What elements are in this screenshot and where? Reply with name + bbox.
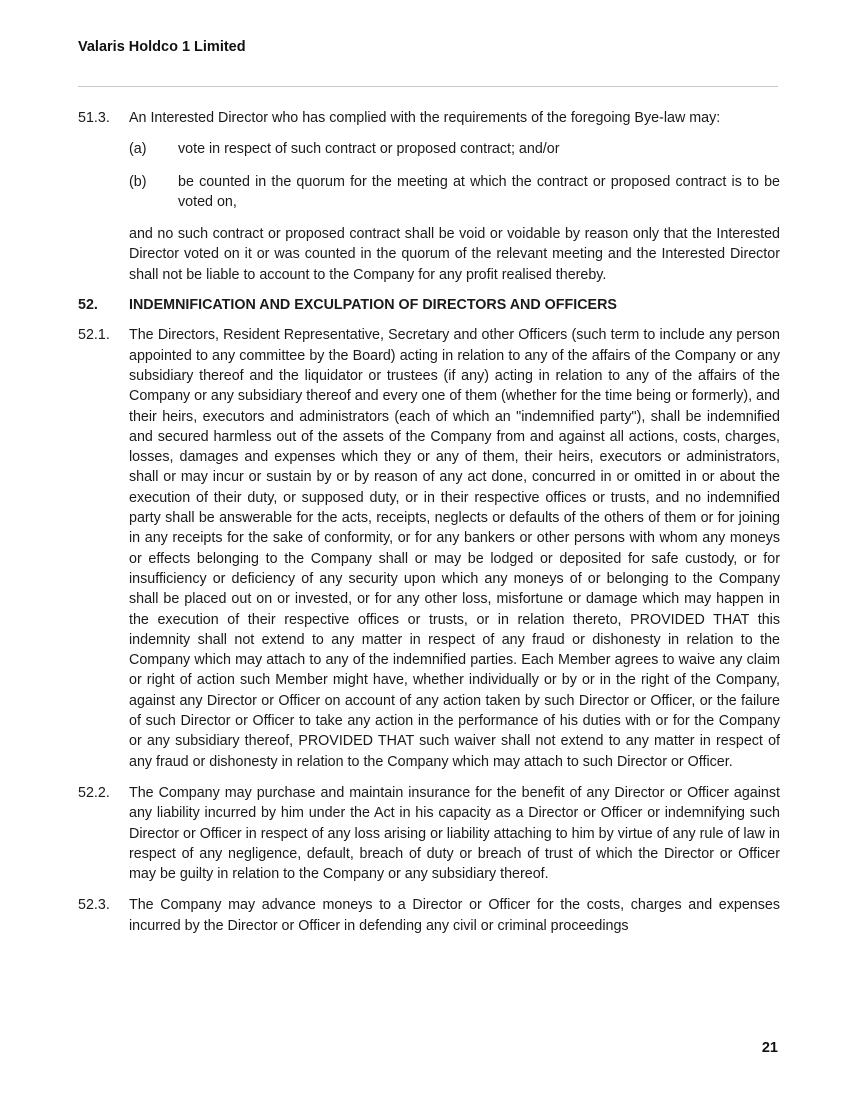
document-body <box>78 108 780 936</box>
clause-number: 51.3. <box>78 110 110 126</box>
item-text: be counted in the quorum for the meeting at which the contract or proposed contract is to be voted on, <box>178 173 780 210</box>
clause-51-3-item-a <box>78 139 780 159</box>
item-text: vote in respect of such contract or proposed contract; and/or <box>178 141 560 158</box>
item-letter: (b) <box>129 173 147 190</box>
clause-52-heading <box>78 295 780 315</box>
clause-52-3 <box>78 895 780 936</box>
section-heading: INDEMNIFICATION AND EXCULPATION OF DIRECTORS AND OFFICERS <box>129 297 617 314</box>
clause-51-3-continuation: and no such contract or proposed contract shall be void or voidable by reason only that the Interested Director voted on it or was counted in the quorum of the relevant meeting and the Interested Director shall not be liable to account to the Company for any profit realised thereby. <box>129 226 780 283</box>
clause-number: 52. <box>78 297 98 314</box>
clause-text: An Interested Director who has complied with the requirements of the foregoing Bye-law may: <box>129 110 721 126</box>
clause-text: The Company may advance moneys to a Director or Officer for the costs, charges and expenses incurred by the Director or Officer in defending any civil or criminal proceedings <box>129 897 780 934</box>
clause-51-3-item-b <box>78 172 780 213</box>
clause-51-3 <box>78 108 780 128</box>
item-letter: (a) <box>129 141 147 158</box>
clause-text: The Company may purchase and maintain insurance for the benefit of any Director or Officer against any liability incurred by him under the Act in his capacity as a Director or Officer or indemnifying such Director or Officer in respect of any loss arising or liability attaching to him by virtue of any rule of law in respect of any negligence, default, breach of duty or breach of trust of which the Director or Officer may be guilty in relation to the Company or any subsidiary thereof. <box>129 784 780 883</box>
header-divider <box>78 86 778 87</box>
clause-text: The Directors, Resident Representative, Secretary and other Officers (such term to include any person appointed to any committee by the Board) acting in relation to any of the affairs of the Company or any subsidiary thereof and the liquidator or trustees (if any) acting in relation to any of the affairs of the Company or any subsidiary thereof and every one of them (whether for the time being or formerly), and their heirs, executors and administrators (each of which an "indemnified party"), shall be indemnified and secured harmless out of the assets of the Company from and against all actions, costs, charges, losses, damages and expenses which they or any of them, their heirs, executors or administrators, shall or may incur or sustain by or by reason of any act done, concurred in or omitted in or about the execution of their duty, or supposed duty, or in their respective offices or trusts, and no indemnified party shall be answerable for the acts, receipts, neglects or defaults of the others of them or for joining in any receipts for the sake of conformity, or for any bankers or other persons with whom any moneys or effects belonging to the Company shall or may be lodged or deposited for safe custody, or for insufficiency or deficiency of any security upon which any moneys of or belonging to the Company shall be placed out on or invested, or for any other loss, misfortune or damage which may happen in the execution of their respective offices or trusts, or in relation thereto, PROVIDED THAT this indemnity shall not extend to any matter in respect of any fraud or dishonesty in relation to the Company which may attach to any of the indemnified parties. Each Member agrees to waive any claim or right of action such Member might have, whether individually or by or in the right of the Company, against any Director or Officer on account of any action taken by such Director or Officer, or the failure of such Director or Officer to take any action in the performance of his duties with or for the Company or any subsidiary thereof, PROVIDED THAT such waiver shall not extend to any matter in respect of any fraud or dishonesty in relation to the Company which may attach to such Director or Officer. <box>129 327 780 770</box>
clause-52-2 <box>78 783 780 884</box>
clause-number: 52.1. <box>78 327 110 344</box>
page-number: 21 <box>761 1040 778 1056</box>
clause-number: 52.3. <box>78 897 110 914</box>
clause-52-1 <box>78 325 780 772</box>
document-header-company: Valaris Holdco 1 Limited <box>78 39 246 55</box>
clause-number: 52.2. <box>78 784 110 801</box>
